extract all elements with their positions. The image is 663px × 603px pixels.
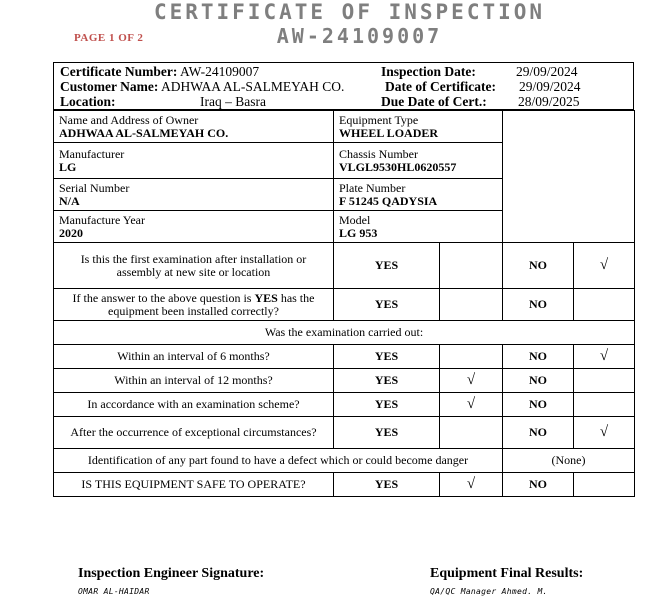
- year-label: Manufacture Year: [59, 212, 145, 227]
- no-cell: NO: [503, 345, 574, 369]
- year-cell: [54, 211, 334, 243]
- document-title: CERTIFICATE OF INSPECTION: [153, 0, 546, 24]
- q2-text-end: has the equipment been installed correctly?: [108, 290, 315, 318]
- question-exam-scheme: In accordance with an examination scheme?: [54, 393, 334, 417]
- yes-check-cell: [440, 289, 503, 321]
- equipment-type-value: WHEEL LOADER: [339, 125, 439, 140]
- no-cell: NO: [503, 417, 574, 449]
- customer-label: Customer Name:: [60, 79, 159, 94]
- yes-check-cell: √: [440, 369, 503, 393]
- question-exceptional-circumstances: After the occurrence of exceptional circumstances?: [54, 417, 334, 449]
- manufacturer-value: LG: [59, 159, 77, 174]
- no-check-cell: [574, 393, 635, 417]
- equipment-type-cell: [334, 111, 503, 143]
- table-row: [54, 473, 635, 497]
- serial-label: Serial Number: [59, 180, 130, 195]
- cert-number-label: Certificate Number:: [60, 64, 178, 79]
- certificate-header: [53, 62, 634, 110]
- engineer-signature-label: Inspection Engineer Signature:: [78, 566, 265, 581]
- certificate-id-title: AW-24109007: [276, 24, 443, 48]
- no-cell: NO: [503, 473, 574, 497]
- serial-value: N/A: [59, 193, 80, 208]
- examination-carried-out-heading: Was the examination carried out:: [54, 321, 635, 345]
- yes-check-cell: [440, 417, 503, 449]
- no-check-cell: [574, 289, 635, 321]
- plate-cell: [334, 179, 503, 211]
- no-check-cell: [574, 369, 635, 393]
- no-cell: NO: [503, 243, 574, 289]
- model-value: LG 953: [339, 225, 378, 240]
- q2-text: If the answer to the above question is: [72, 290, 255, 305]
- cert-number-value: AW-24109007: [179, 64, 260, 79]
- chassis-value: VLGL9530HL0620557: [339, 159, 457, 174]
- table-row: [54, 111, 635, 143]
- manufacturer-label: Manufacturer: [59, 146, 125, 161]
- yes-check-cell: √: [440, 473, 503, 497]
- table-row: [54, 243, 635, 289]
- yes-cell: YES: [334, 289, 440, 321]
- question-12-months: Within an interval of 12 months?: [54, 369, 334, 393]
- page-label: PAGE 1 OF 2: [74, 32, 144, 44]
- yes-cell: YES: [334, 243, 440, 289]
- question-safe-to-operate: IS THIS EQUIPMENT SAFE TO OPERATE?: [54, 473, 334, 497]
- equipment-type-label: Equipment Type: [339, 112, 419, 127]
- due-date-value: 28/09/2025: [518, 94, 580, 109]
- no-cell: NO: [503, 393, 574, 417]
- table-row: [54, 369, 635, 393]
- table-row: [54, 345, 635, 369]
- no-check-cell: √: [574, 345, 635, 369]
- question-first-exam: Is this the first examination after installation or assembly at new site or location: [54, 243, 334, 289]
- no-check-cell: [574, 473, 635, 497]
- owner-label: Name and Address of Owner: [59, 112, 199, 127]
- qa-manager-name: QA/QC Manager Ahmed. M.: [430, 587, 548, 596]
- final-results-label: Equipment Final Results:: [430, 566, 584, 581]
- table-row: [54, 289, 635, 321]
- inspection-table: [53, 110, 635, 497]
- inspection-date-value: 29/09/2024: [516, 64, 578, 79]
- yes-cell: YES: [334, 393, 440, 417]
- chassis-cell: [334, 143, 503, 179]
- year-value: 2020: [59, 225, 83, 240]
- location-label: Location:: [60, 94, 116, 109]
- yes-cell: YES: [334, 369, 440, 393]
- no-cell: NO: [503, 369, 574, 393]
- defect-answer: (None): [503, 449, 635, 473]
- cert-date-value: 29/09/2024: [519, 79, 581, 94]
- table-row: [54, 393, 635, 417]
- question-6-months: Within an interval of 6 months?: [54, 345, 334, 369]
- yes-cell: YES: [334, 473, 440, 497]
- yes-check-cell: [440, 345, 503, 369]
- blank-cell: [503, 111, 635, 243]
- manufacturer-cell: [54, 143, 334, 179]
- inspection-date-label: Inspection Date:: [381, 64, 476, 79]
- plate-label: Plate Number: [339, 180, 406, 195]
- yes-check-cell: [440, 243, 503, 289]
- model-label: Model: [339, 212, 371, 227]
- plate-value: F 51245 QADYSIA: [339, 193, 438, 208]
- question-defect-identification: Identification of any part found to have a defect which or could become danger: [54, 449, 503, 473]
- yes-check-cell: √: [440, 393, 503, 417]
- no-cell: NO: [503, 289, 574, 321]
- model-cell: [334, 211, 503, 243]
- no-check-cell: √: [574, 417, 635, 449]
- owner-cell: [54, 111, 334, 143]
- yes-cell: YES: [334, 345, 440, 369]
- q2-bold: YES: [254, 290, 278, 305]
- chassis-label: Chassis Number: [339, 146, 418, 161]
- owner-value: ADHWAA AL-SALMEYAH CO.: [59, 125, 229, 140]
- location-value: Iraq – Basra: [200, 94, 266, 109]
- cert-date-label: Date of Certificate:: [385, 79, 496, 94]
- question-installed-correctly: [54, 289, 334, 321]
- engineer-name: OMAR AL-HAIDAR: [78, 587, 150, 596]
- yes-cell: YES: [334, 417, 440, 449]
- customer-value: ADHWAA AL-SALMEYAH CO.: [161, 79, 345, 94]
- no-check-cell: √: [574, 243, 635, 289]
- serial-cell: [54, 179, 334, 211]
- table-row: [54, 321, 635, 345]
- due-date-label: Due Date of Cert.:: [381, 94, 487, 109]
- table-row: [54, 417, 635, 449]
- table-row: [54, 449, 635, 473]
